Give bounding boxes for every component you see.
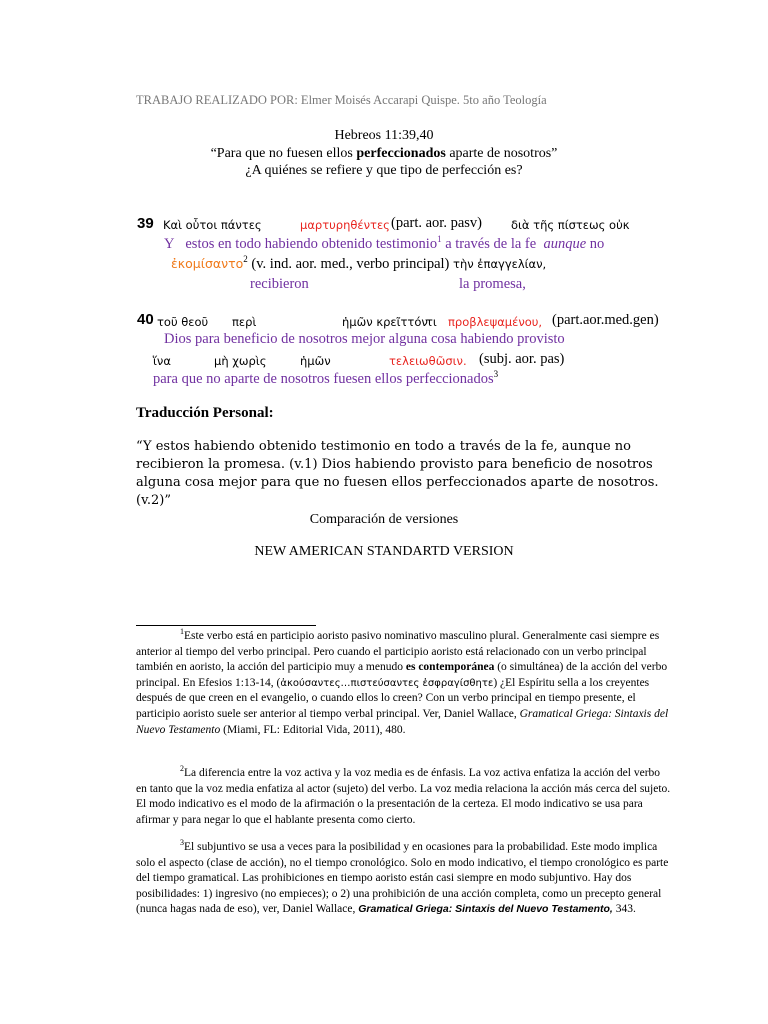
footnote-2: $^2$La diferencia entre la voz activa y la voz media es de énfasis. La voz activa enfatiza la acción del verbo en tanto que la voz media enfatiza al actor (sujeto) del verbo. La voz media relaciona la acción más cerca del sujeto. El modo indicativo es el modo de la afirmación o la presentación de la certeza. El modo indicativo se usa para afirmar y para negar lo que el hablante presenta como cierto. xyxy=(136,764,671,826)
parsing-note: (part. aor. pasv) xyxy=(391,215,482,231)
parsing-note: (subj. aor. pas) xyxy=(479,351,565,367)
greek-text: ἡμῶν xyxy=(300,354,331,368)
spanish-gloss: recibieron xyxy=(250,276,309,292)
greek-text: ἵνα xyxy=(153,354,171,368)
greek-text: Καὶ οὗτοι πάντες xyxy=(163,218,262,232)
greek-text: διὰ τῆς πίστεως οὐκ xyxy=(511,218,630,232)
spanish-gloss: la promesa, xyxy=(459,276,526,292)
footnote-separator xyxy=(136,625,316,626)
greek-text: τι xyxy=(426,315,437,329)
version-title: NEW AMERICAN STANDARTD VERSION xyxy=(254,544,514,559)
personal-translation: “Y estos habiendo obtenido testimonio en todo a través de la fe, aunque no recibieron la promesa. (v.1) Dios habiendo provisto para beneficio de nosotros alguna cosa mejor para que no fuesen ellos perfeccionados aparte de nosotros. (v.2)” xyxy=(136,439,659,508)
greek-text: τοῦ θεοῦ xyxy=(157,315,209,329)
verse-number: 39 xyxy=(137,215,154,232)
footnote-1: $^1$Este verbo está en participio aoristo pasivo nominativo masculino plural. Generalmente casi siempre es anterior al tiempo del verbo principal. Pero cuando el participio aoristo está relacionado con un verbo principal también en aoristo, la acción del participio muy a menudo es contemporánea (o simultánea) de la acción del verbo principal. En Efesios 1:13-14, (ἀκούσαντες…πιστεύσαντες ἐσφραγίσθητε) ¿El Espíritu sella a los creyentes después de que creen en el evangelio, o cuando ellos lo creen? Con un verbo principal en tiempo presente, el participio aoristo suele ser anterior al tiempo verbal principal. Ver, Daniel Wallace, Gramatical Griega: Sintaxis del Nuevo Testamento (Miami, FL: Editorial Vida, 2011), 480. xyxy=(136,627,669,736)
verse-39-greek-line xyxy=(137,215,154,233)
document-header: TRABAJO REALIZADO POR: Elmer Moisés Accarapi Quispe. 5to año Teología xyxy=(136,93,547,107)
footnote-3: $^3$El subjuntivo se usa a veces para la posibilidad y en ocasiones para la probabilidad. Este modo implica solo el aspecto (clase de acción), no el tiempo cronológico. Solo en modo indicativo, el tiempo cronológico es parte del tiempo gramatical. Las prohibiciones en tiempo aoristo están casi siempre en modo subjuntivo. Hay dos posibilidades: 1) ingresivo (no empieces); o 2) una prohibición de una acción completa, como un precepto general (nunca hagas nada de eso), ver, Daniel Wallace, Gramatical Griega: Sintaxis del Nuevo Testamento, 343. xyxy=(136,838,669,916)
parsing-note: (part.aor.med.gen) xyxy=(552,312,659,328)
verse-40-spanish-line: Dios para beneficio de nosotros mejor alguna cosa habiendo provisto xyxy=(164,331,565,347)
section-title: Comparación de versiones xyxy=(309,512,459,527)
greek-participle: προβλεψαμένου, xyxy=(448,315,543,329)
greek-text: μὴ χωρὶς xyxy=(214,354,267,368)
greek-text: περὶ xyxy=(232,315,257,329)
greek-text: ἡμῶν κρεῖττόν xyxy=(342,315,428,329)
verse-39-main-verb-line: ἐκομίσαντο$^2$ (v. ind. aor. med., verbo principal) τὴν ἐπαγγελίαν, xyxy=(171,254,547,272)
greek-verb: τελειωθῶσιν. xyxy=(389,354,467,368)
verse-39-spanish-line: Y estos en todo habiendo obtenido testimonio$^1$ a través de la fe aunque no xyxy=(164,234,605,252)
greek-participle: μαρτυρηθέντες xyxy=(300,218,390,232)
section-heading: Traducción Personal: xyxy=(136,405,274,421)
research-question: ¿A quiénes se refiere y que tipo de perfección es? xyxy=(245,163,523,178)
passage-quote: “Para que no fuesen ellos perfeccionados aparte de nosotros” xyxy=(210,146,558,161)
verse-number: 40 xyxy=(137,311,154,328)
passage-reference: Hebreos 11:39,40 xyxy=(334,128,434,143)
verse-40-spanish-line: para que no aparte de nosotros fuesen ellos perfeccionados$^3$ xyxy=(153,369,499,387)
